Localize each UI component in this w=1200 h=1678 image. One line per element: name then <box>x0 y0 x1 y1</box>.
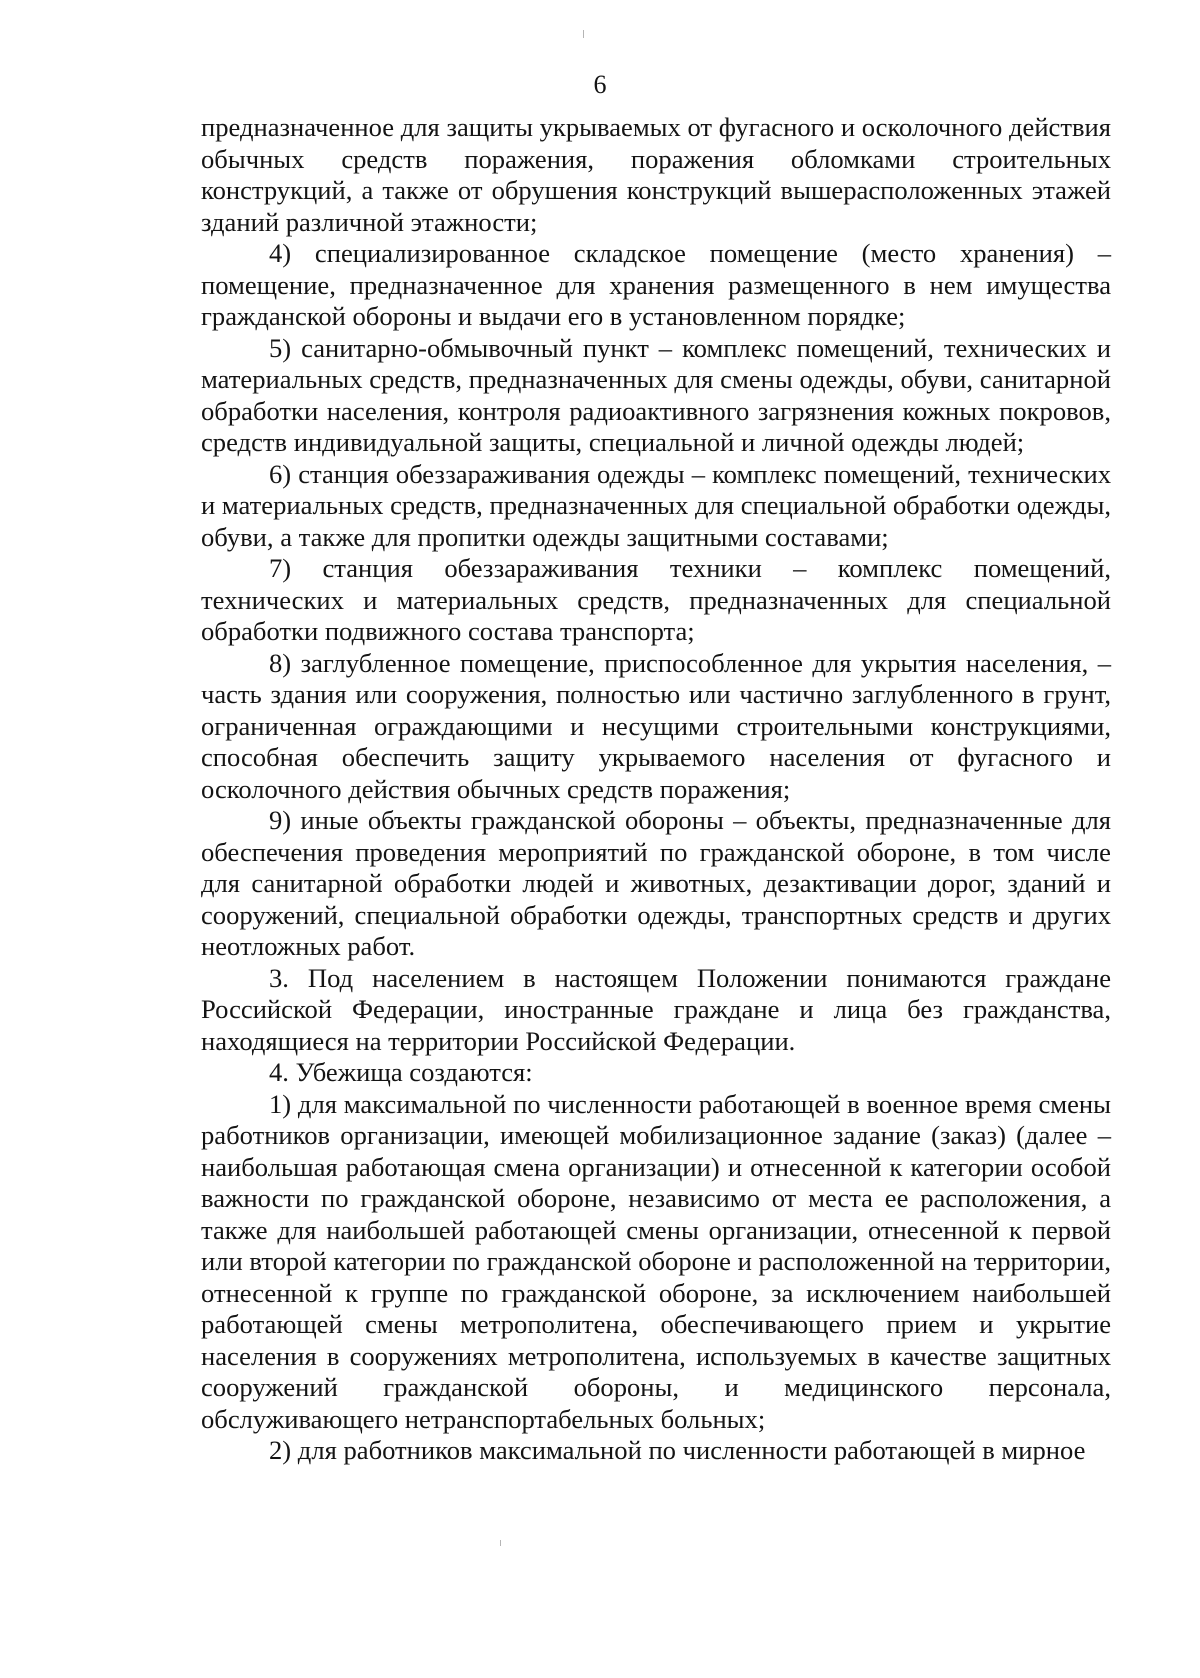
paragraph-section-4-item-2: 2) для работников максимальной по численности работающей в мирное <box>269 1435 1086 1465</box>
paragraph-item-6-clothing-station: 6) станция обеззараживания одежды – комплекс помещений, технических и материальных средств, предназначенных для специальной обработки одежды, обуви, а также для пропитки одежды защитными составами; <box>201 458 1111 552</box>
paragraph-section-4-heading: 4. Убежища создаются: <box>269 1057 533 1087</box>
paragraph-item-9-other-objects: 9) иные объекты гражданской обороны – объекты, предназначенные для обеспечения проведения мероприятий по гражданской обороне, в том числе для санитарной обработки людей и животных, дезактивации дорог, зданий и сооружений, специальной обработки одежды, транспортных средств и других неотложных работ. <box>201 805 1111 961</box>
body-text <box>201 112 1111 1467</box>
paragraph-section-3-population: 3. Под населением в настоящем Положении понимаются граждане Российской Федерации, иностранные граждане и лица без гражданства, находящиеся на территории Российской Федерации. <box>201 962 1111 1056</box>
paragraph-item-4-storage-room: 4) специализированное складское помещение (место хранения) – помещение, предназначенное для хранения размещенного в нем имущества гражданской обороны и выдачи его в установленном порядке; <box>201 238 1111 331</box>
scan-mark-top <box>583 30 584 38</box>
paragraph-item-7-vehicle-station: 7) станция обеззараживания техники – комплекс помещений, технических и материальных средств, предназначенных для специальной обработки подвижного состава транспорта; <box>201 553 1111 646</box>
scan-mark-bottom <box>500 1540 501 1546</box>
paragraph-section-4-item-1: 1) для максимальной по численности работающей в военное время смены работников организации, имеющей мобилизационное задание (заказ) (далее – наибольшая работающая смена организации) и отнесенной к категории особой важности по гражданской обороне, независимо от места ее расположения, а также для наибольшей работающей смены организации, отнесенной к первой или второй категории по гражданской обороне и расположенной на территории, отнесенной к группе по гражданской обороне, за исключением наибольшей работающей смены метрополитена, обеспечивающего прием и укрытие населения в сооружениях метрополитена, используемых в качестве защитных сооружений гражданской обороны, и медицинского персонала, обслуживающего нетранспортабельных больных; <box>201 1088 1111 1434</box>
paragraph-item-5-sanitary-point: 5) санитарно-обмывочный пункт – комплекс помещений, технических и материальных средств, предназначенных для смены одежды, обуви, санитарной обработки населения, контроля радиоактивного загрязнения кожных покровов, средств индивидуальной защиты, специальной и личной одежды людей; <box>201 332 1111 457</box>
paragraph-shelter-definition-continued: предназначенное для защиты укрываемых от фугасного и осколочного действия обычных средств поражения, поражения обломками строительных конструкций, а также от обрушения конструкций вышерасположенных этажей зданий различной этажности; <box>201 112 1111 237</box>
page-number: 6 <box>593 70 607 99</box>
paragraph-item-8-underground-room: 8) заглубленное помещение, приспособленное для укрытия населения, – часть здания или сооружения, полностью или частично заглубленного в грунт, ограниченная ограждающими и несущими строительными конструкциями, способная обеспечить защиту укрываемого населения от фугасного и осколочного действия обычных средств поражения; <box>201 647 1111 804</box>
